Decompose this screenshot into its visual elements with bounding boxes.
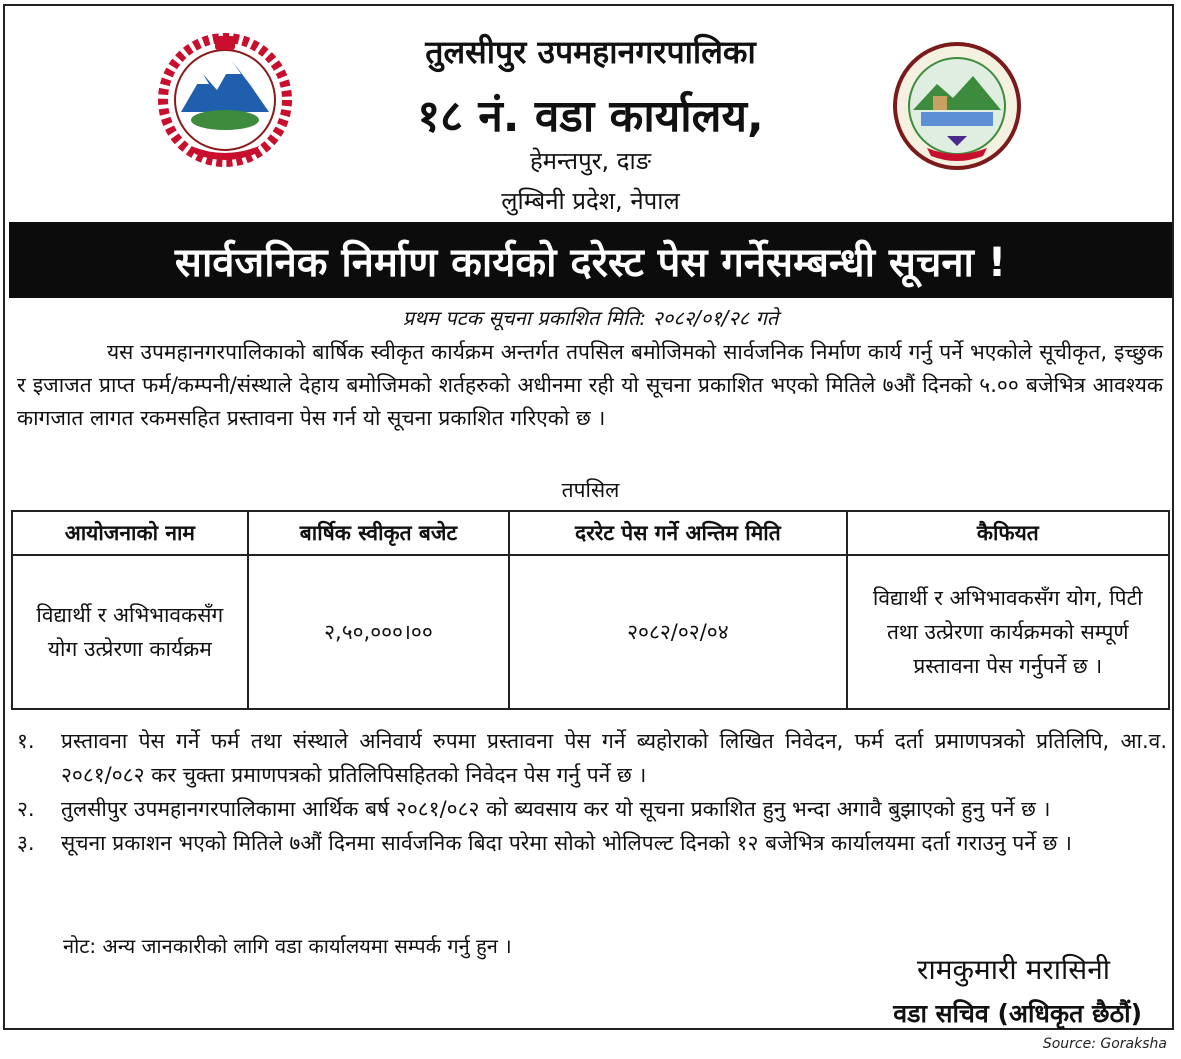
cell-project-name: विद्यार्थी र अभिभावकसँग योग उत्प्रेरणा कार्यक्रम <box>12 555 248 709</box>
header-deadline: दररेट पेस गर्ने अन्तिम मिति <box>509 511 846 555</box>
table-row <box>12 555 1169 709</box>
condition-text: तुलसीपुर उपमहानगरपालिकामा आर्थिक बर्ष २०८१/०८२ को ब्यवसाय कर यो सूचना प्रकाशित हुनु भन्दा अगावै बुझाएको हुनु पर्ने छ । <box>61 797 1051 821</box>
office-province: लुम्बिनी प्रदेश, नेपाल <box>501 187 680 215</box>
source-credit: Source: Goraksha <box>1042 1036 1167 1052</box>
conditions-list <box>17 724 1167 860</box>
contact-note: नोट: अन्य जानकारीको लागि वडा कार्यालयमा सम्पर्क गर्नु हुन । <box>63 934 512 958</box>
ward-office-name: १८ नं. वडा कार्यालय, <box>417 91 764 142</box>
signatory-name: रामकुमारी मरासिनी <box>917 953 1110 986</box>
municipality-name: तुलसीपुर उपमहानगरपालिका <box>425 33 756 71</box>
signatory-title: वडा सचिव (अधिकृत छैठौं) <box>893 999 1142 1028</box>
notice-title: सार्वजनिक निर्माण कार्यको दरेस्ट पेस गर्नेसम्बन्धी सूचना ! <box>174 239 1007 286</box>
cell-deadline: २०८२/०२/०४ <box>509 555 846 709</box>
project-table <box>11 510 1170 710</box>
list-item <box>17 826 1167 860</box>
notice-title-banner <box>9 222 1172 298</box>
office-location: हेमन्तपुर, दाङ <box>529 147 652 175</box>
intro-paragraph: यस उपमहानगरपालिकाको बार्षिक स्वीकृत कार्यक्रम अन्तर्गत तपसिल बमोजिमको सार्वजनिक निर्माण कार्य गर्नु पर्ने भएकोले सूचीकृत, इच्छुक र इजाजत प्राप्त फर्म/कम्पनी/संस्थाले देहाय बमोजिमको शर्तहरुको अधीनमा रही यो सूचना प्रकाशित भएको मितिले ७औं दिनको ५.०० बजेभित्र आवश्यक कागजात लागत रकमसहित प्रस्तावना पेस गर्न यो सूचना प्रकाशित गरिएको छ । <box>17 340 1163 430</box>
condition-number: २. <box>17 797 35 821</box>
cell-remarks: विद्यार्थी र अभिभावकसँग योग, पिटी तथा उत्प्रेरणा कार्यक्रमको सम्पूर्ण प्रस्तावना पेस गर्नुपर्ने छ । <box>847 555 1169 709</box>
schedule-label: तपसिल <box>561 478 620 502</box>
notice-frame <box>3 4 1174 1030</box>
list-item <box>17 792 1167 826</box>
condition-text: प्रस्तावना पेस गर्ने फर्म तथा संस्थाले अनिवार्य रुपमा प्रस्तावना पेस गर्ने ब्यहोराको लिखित निवेदन, फर्म दर्ता प्रमाणपत्रको प्रतिलिपि, आ.व. २०८१/०८२ कर चुक्ता प्रमाणपत्रको प्रतिलिपिसहितको निवेदन पेस गर्नु पर्ने छ । <box>61 729 1167 787</box>
condition-text: सूचना प्रकाशन भएको मितिले ७औं दिनमा सार्वजनिक बिदा परेमा सोको भोलिपल्ट दिनको १२ बजेभित्र कार्यालयमा दर्ता गराउनु पर्ने छ । <box>61 831 1072 855</box>
table-header-row <box>12 511 1169 555</box>
condition-number: १. <box>17 729 35 753</box>
header-project-name: आयोजनाको नाम <box>12 511 248 555</box>
cell-budget: २,५०,०००।०० <box>248 555 510 709</box>
header-annual-budget: बार्षिक स्वीकृत बजेट <box>248 511 510 555</box>
header-remarks: कैफियत <box>847 511 1169 555</box>
list-item <box>17 724 1167 792</box>
condition-number: ३. <box>17 831 35 855</box>
first-published-date: प्रथम पटक सूचना प्रकाशित मिति: २०८२/०१/२८ गते <box>402 306 779 330</box>
